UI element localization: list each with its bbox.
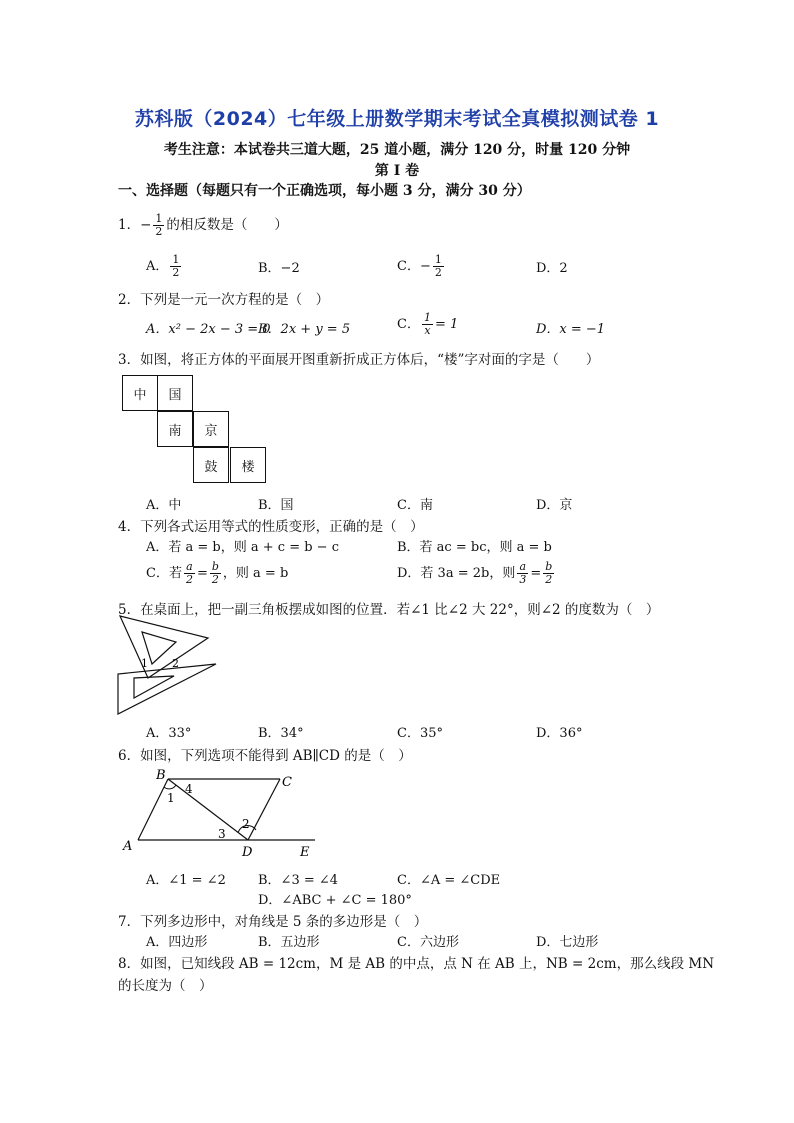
q3-option-d[interactable]: D．京 — [536, 498, 573, 513]
q4-option-c[interactable]: C．若 $\frac{a}{2}$ = $\frac{b}{2}$ ，则 a = b — [146, 560, 289, 586]
fraction: $\frac{a}{3}$ — [519, 560, 527, 586]
angle-2-label: 2 — [172, 657, 179, 670]
fraction: $\frac{1}{2}$ — [434, 253, 442, 279]
volume-label: 第 I 卷 — [374, 163, 420, 179]
question-6: 6．如图，下列选项不能得到 AB∥CD 的是（ ） — [118, 748, 412, 764]
parallelogram-figure — [120, 762, 325, 860]
angle-1-label: 1 — [141, 657, 148, 670]
q5-option-a[interactable]: A．33° — [146, 726, 192, 741]
question-5: 5．在桌面上，把一副三角板摆成如图的位置．若∠1 比∠2 大 22°，则∠2 的度数为（ ） — [118, 602, 660, 618]
fraction: $\frac{1}{2}$ — [155, 212, 163, 238]
q5-option-d[interactable]: D．36° — [536, 726, 583, 741]
q6-option-c[interactable]: C．∠A = ∠CDE — [397, 873, 501, 888]
net-cell: 南 — [157, 411, 193, 447]
exam-title: 苏科版（2024）七年级上册数学期末考试全真模拟测试卷 1 — [134, 108, 660, 130]
angle-4-label: 4 — [185, 782, 193, 796]
q1-option-b[interactable]: B．−2 — [258, 261, 300, 276]
q7-option-d[interactable]: D．七边形 — [536, 935, 599, 950]
angle-arc — [164, 785, 176, 789]
q4-option-a[interactable]: A．若 a = b，则 a + c = b − c — [146, 540, 339, 555]
q4-option-d[interactable]: D．若 3a = 2b，则 $\frac{a}{3}$ = $\frac{b}{2}$ — [397, 560, 553, 586]
question-8-continued: 的长度为（ ） — [118, 978, 213, 994]
triangle-rulers-figure — [112, 612, 222, 720]
net-cell: 楼 — [230, 447, 266, 483]
segment-bd — [168, 779, 248, 840]
q2-option-d[interactable]: D．x = −1 — [536, 322, 606, 337]
point-d-label: D — [242, 845, 253, 860]
angle-1-label: 1 — [167, 791, 175, 805]
fraction: $\frac{1}{x}$ — [423, 311, 431, 337]
q3-option-a[interactable]: A．中 — [146, 498, 182, 513]
fraction: $\frac{b}{2}$ — [545, 560, 553, 586]
net-cell: 中 — [122, 375, 158, 411]
point-c-label: C — [282, 775, 292, 790]
section-heading: 一、选择题（每题只有一个正确选项，每小题 3 分，满分 30 分） — [118, 183, 531, 199]
q2-option-b[interactable]: B．2x + y = 5 — [258, 322, 351, 337]
point-a-label: A — [123, 839, 133, 854]
q2-option-a[interactable]: A．x² − 2x − 3 = 0 — [146, 322, 271, 337]
q1-option-c[interactable]: C．− $\frac{1}{2}$ — [397, 253, 442, 279]
fraction: $\frac{a}{2}$ — [185, 560, 193, 586]
q1-option-a[interactable]: A． $\frac{1}{2}$ — [146, 253, 180, 279]
q5-option-c[interactable]: C．35° — [397, 726, 443, 741]
point-b-label: B — [156, 768, 166, 783]
q2-option-c[interactable]: C． $\frac{1}{x}$ = 1 — [397, 311, 459, 337]
q7-option-c[interactable]: C．六边形 — [397, 935, 459, 950]
net-cell: 京 — [193, 411, 229, 447]
lower-triangle-hole — [134, 676, 174, 698]
angle-2-label: 2 — [242, 817, 250, 831]
question-1: 1．− $\frac{1}{2}$ 的相反数是（ ） — [118, 212, 288, 238]
q7-option-b[interactable]: B．五边形 — [258, 935, 320, 950]
segment-cd — [248, 779, 280, 840]
fraction: $\frac{1}{2}$ — [172, 253, 180, 279]
angle-3-label: 3 — [218, 827, 226, 841]
q3-option-b[interactable]: B．国 — [258, 498, 294, 513]
q1-option-d[interactable]: D．2 — [536, 261, 568, 276]
q7-option-a[interactable]: A．四边形 — [146, 935, 208, 950]
q6-option-d[interactable]: D．∠ABC + ∠C = 180° — [258, 893, 412, 908]
q3-option-c[interactable]: C．南 — [397, 498, 433, 513]
lower-triangle-ruler — [118, 664, 216, 714]
exam-notice: 考生注意：本试卷共三道大题，25 道小题，满分 120 分，时量 120 分钟 — [163, 142, 631, 158]
question-2: 2．下列是一元一次方程的是（ ） — [118, 292, 330, 308]
net-cell: 鼓 — [193, 447, 229, 483]
point-e-label: E — [300, 845, 310, 860]
upper-triangle-ruler — [120, 616, 208, 678]
question-3: 3．如图，将正方体的平面展开图重新折成正方体后，“楼”字对面的字是（ ） — [118, 352, 600, 368]
question-7: 7．下列多边形中，对角线是 5 条的多边形是（ ） — [118, 914, 428, 930]
segment-ab — [138, 779, 168, 840]
q6-option-a[interactable]: A．∠1 = ∠2 — [146, 873, 226, 888]
net-cell: 国 — [157, 375, 193, 411]
q5-option-b[interactable]: B．34° — [258, 726, 304, 741]
question-8: 8．如图，已知线段 AB = 12cm，M 是 AB 的中点，点 N 在 AB 上，NB = 2cm，那么线段 MN — [118, 956, 715, 972]
question-4: 4．下列各式运用等式的性质变形，正确的是（ ） — [118, 519, 424, 535]
q6-option-b[interactable]: B．∠3 = ∠4 — [258, 873, 339, 888]
q4-option-b[interactable]: B．若 ac = bc，则 a = b — [397, 540, 552, 555]
fraction: $\frac{b}{2}$ — [211, 560, 219, 586]
